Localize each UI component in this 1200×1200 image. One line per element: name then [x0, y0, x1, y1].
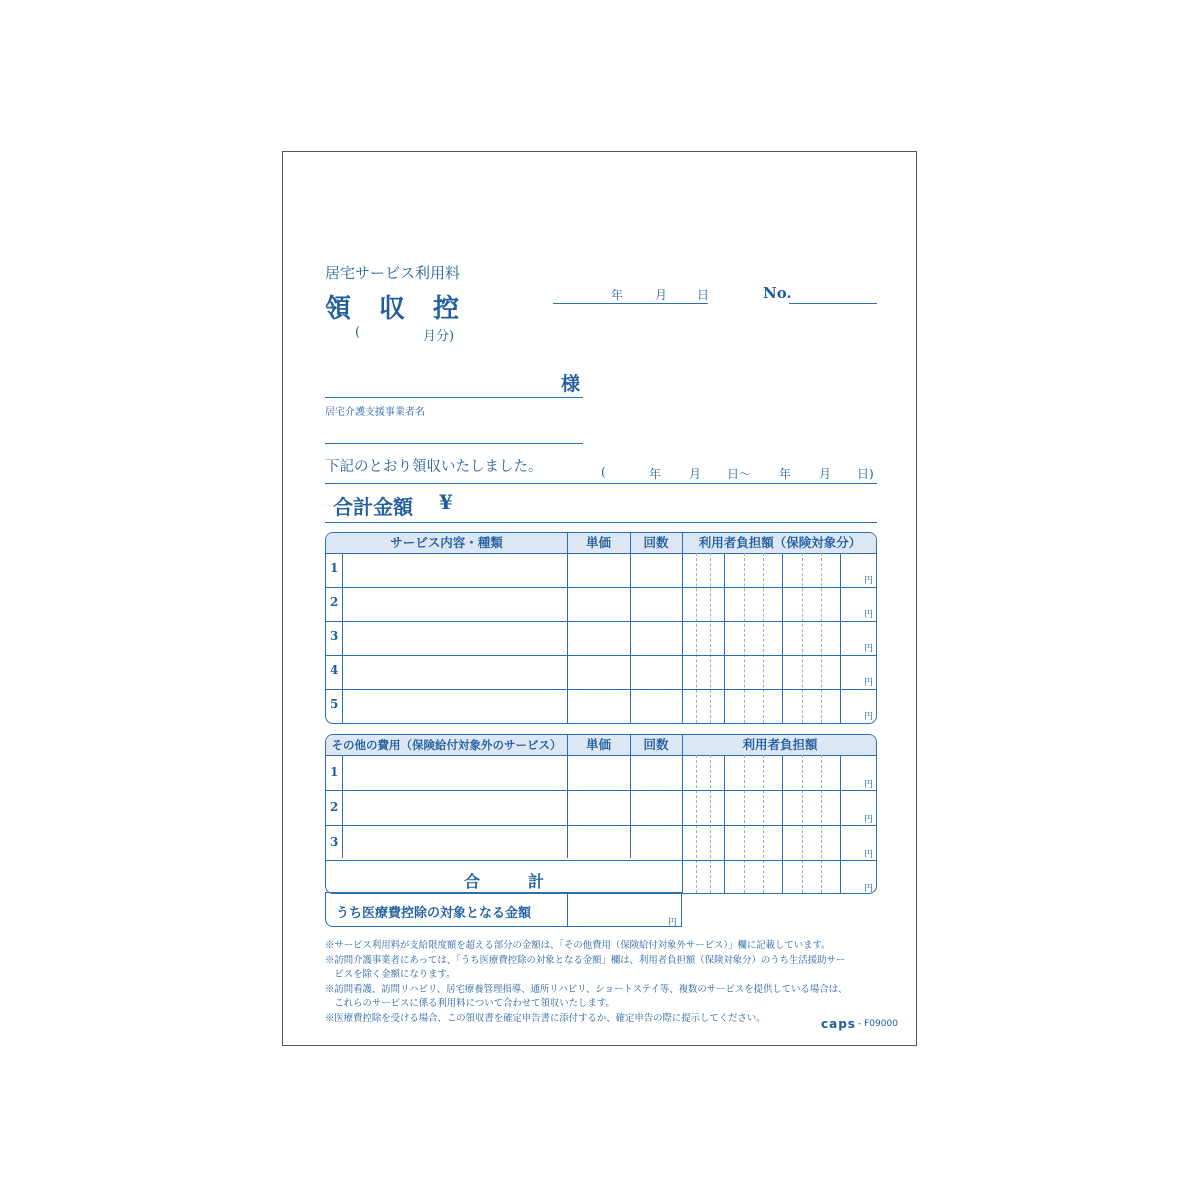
note-line: ※サービス利用料が支給限度額を超える部分の金額は、「その他費用（保険給付対象外サービス）」欄に記載しています。	[325, 940, 831, 951]
yen-unit: 円	[668, 918, 678, 927]
row-divider	[326, 587, 877, 588]
yen-unit: 円	[864, 610, 874, 620]
row-divider	[326, 825, 877, 826]
period-month-from: 月	[689, 467, 702, 481]
note-line: これらのサービスに係る利用料について合わせて領収いたします。	[325, 998, 615, 1009]
provider-underline	[325, 443, 583, 444]
row-divider	[326, 860, 877, 861]
digit-divider	[840, 755, 841, 893]
provider-label: 居宅介護支援事業者名	[325, 407, 425, 418]
row-divider	[326, 655, 877, 656]
other-costs-table	[325, 734, 877, 894]
period-year-from: 年	[649, 467, 662, 481]
digit-divider	[782, 755, 783, 893]
deduction-row	[325, 892, 682, 927]
deduction-label: うち医療費控除の対象となる金額	[336, 906, 532, 921]
header-unit-price: 単価	[585, 535, 611, 550]
row-number: 5	[330, 697, 339, 711]
col-divider	[567, 735, 568, 858]
digit-guide	[821, 755, 822, 893]
note-line: ビスを除く金額になります。	[325, 969, 456, 980]
yen-symbol: ¥	[439, 490, 453, 514]
col-divider	[682, 533, 683, 723]
col-divider	[630, 735, 631, 858]
header-other-costs: その他の費用（保険給付対象外のサービス）	[331, 738, 562, 752]
digit-guide	[802, 553, 803, 723]
digit-guide	[710, 553, 711, 723]
digit-guide	[763, 755, 764, 893]
form-title: 領 収 控	[325, 294, 461, 324]
honorific-sama: 様	[561, 373, 581, 395]
digit-guide	[696, 553, 697, 723]
digit-guide	[763, 553, 764, 723]
digit-guide	[821, 553, 822, 723]
row-divider	[326, 621, 877, 622]
yen-unit: 円	[864, 712, 874, 722]
row-number: 3	[330, 835, 339, 849]
row-divider	[326, 689, 877, 690]
yen-unit: 円	[864, 815, 874, 825]
row-number-divider	[342, 755, 343, 858]
col-divider	[682, 735, 683, 893]
yen-unit: 円	[864, 884, 874, 894]
header-unit-price: 単価	[585, 737, 611, 752]
digit-divider	[724, 755, 725, 893]
total-label: 合計金額	[333, 495, 413, 519]
row-number: 2	[330, 800, 339, 814]
month-open: (	[355, 325, 361, 340]
note-line: ※医療費控除を受ける場合、この領収書を確定申告書に添付するか、確定申告の際に提示してください。	[325, 1013, 766, 1024]
form-subtitle: 居宅サービス利用料	[325, 264, 461, 282]
row-number: 4	[330, 663, 339, 677]
digit-divider	[840, 553, 841, 723]
digit-divider	[724, 553, 725, 723]
digit-guide	[744, 553, 745, 723]
header-count: 回数	[643, 535, 669, 550]
digit-guide	[744, 755, 745, 893]
row-number-divider	[342, 553, 343, 723]
period-month-to: 月	[819, 467, 832, 481]
period-day-from: 日〜	[727, 467, 752, 481]
date-year: 年	[611, 288, 624, 302]
digit-guide	[710, 755, 711, 893]
total-underline	[325, 522, 877, 523]
row-number: 3	[330, 629, 339, 643]
period-day-to: 日)	[857, 467, 874, 481]
note-line: ※訪問看護、訪問リハビリ、居宅療養管理指導、通所リハビリ、ショートステイ等、複数のサービスを提供している場合は、	[325, 984, 848, 995]
sum-label: 合 計	[463, 872, 544, 891]
brand-logo: caps	[821, 1017, 856, 1031]
row-number: 1	[330, 765, 339, 779]
number-underline	[789, 303, 877, 304]
header-user-charge: 利用者負担額	[742, 737, 818, 752]
row-divider	[326, 790, 877, 791]
period-year-to: 年	[779, 467, 792, 481]
yen-unit: 円	[864, 644, 874, 654]
col-divider	[630, 533, 631, 723]
service-table	[325, 532, 877, 724]
digit-divider	[782, 553, 783, 723]
row-number: 2	[330, 595, 339, 609]
digit-guide	[696, 755, 697, 893]
date-month: 月	[655, 288, 668, 302]
received-text: 下記のとおり領収いたしました。	[325, 459, 543, 475]
row-number: 1	[330, 561, 339, 575]
yen-unit: 円	[864, 850, 874, 860]
digit-guide	[802, 755, 803, 893]
period-open: (	[601, 465, 606, 479]
yen-unit: 円	[864, 780, 874, 790]
col-divider	[567, 533, 568, 723]
month-label: 月分)	[423, 329, 455, 344]
received-underline	[325, 483, 877, 484]
header-user-charge: 利用者負担額（保険対象分）	[698, 535, 862, 550]
recipient-underline	[325, 397, 583, 398]
date-underline	[553, 303, 708, 304]
yen-unit: 円	[864, 678, 874, 688]
yen-unit: 円	[864, 576, 874, 586]
note-line: ※訪問介護事業者にあっては、「うち医療費控除の対象となる金額」欄は、利用者負担額（保険対象分）のうち生活援助サー	[325, 955, 846, 966]
receipt-form	[282, 151, 917, 1046]
header-service-content: サービス内容・種類	[390, 535, 503, 550]
number-label: No.	[763, 284, 792, 302]
form-code: - F09000	[858, 1019, 898, 1029]
col-divider	[567, 893, 568, 926]
date-day: 日	[697, 288, 710, 302]
header-count: 回数	[643, 737, 669, 752]
